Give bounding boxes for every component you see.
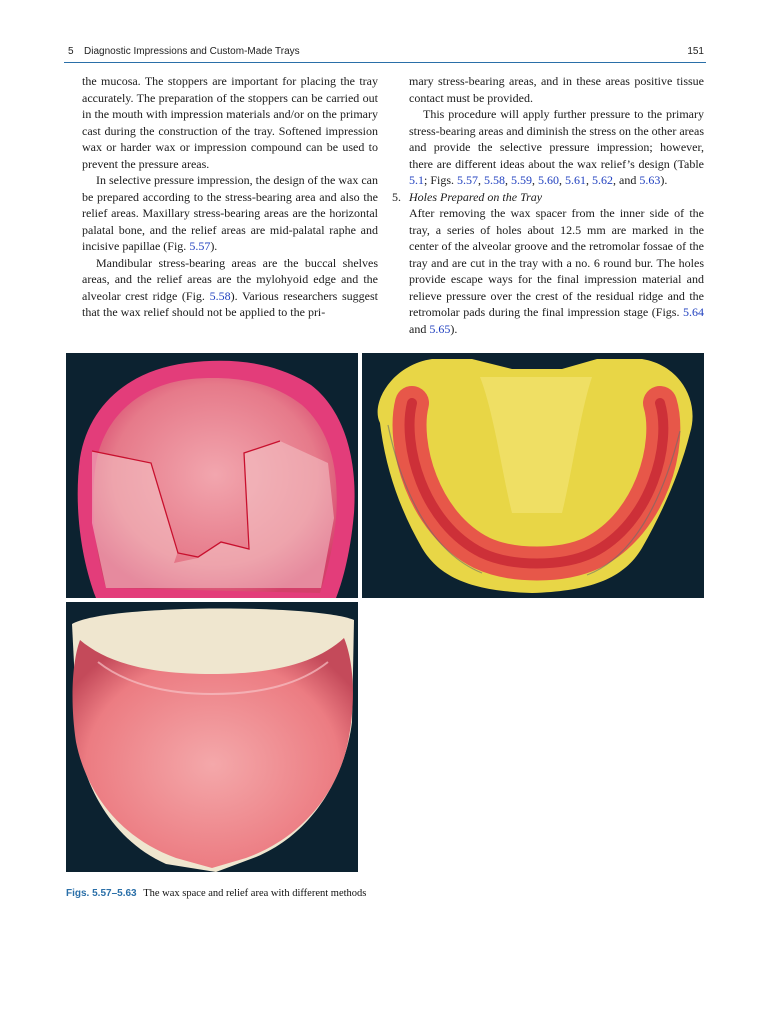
chapter-number: 5 <box>68 46 74 57</box>
figure-link[interactable]: 5.57 <box>189 239 211 253</box>
figure-link[interactable]: 5.58 <box>209 288 231 303</box>
table-link[interactable]: 5.1 <box>409 173 424 187</box>
maxillary-tray-illustration <box>66 353 358 598</box>
caption-text: The wax space and relief area with different methods <box>143 888 367 899</box>
right-text-column <box>392 73 704 337</box>
list-number: 5. <box>392 189 401 204</box>
figure-mandibular-tray-photo <box>362 353 704 598</box>
numbered-list-item <box>392 189 704 338</box>
figure-wax-spacer-photo <box>66 602 358 872</box>
paragraph: In selective pressure impression, the design of the wax can be prepared according to the stress-bearing area and also the relief areas. Maxillary stress-bearing areas are the horizontal palatal bone, and the relief areas are mid-palatal raphe and incisive papillae (Fig. 5.57). <box>82 173 378 253</box>
wax-spacer-illustration <box>66 602 358 872</box>
figure-link[interactable]: 5.63 <box>639 173 661 187</box>
running-header <box>68 44 704 62</box>
figure-maxillary-tray-photo <box>66 353 358 598</box>
mandibular-tray-illustration <box>362 353 704 598</box>
paragraph: the mucosa. The stoppers are important for placing the tray accurately. The preparation of the stoppers can be carried out in the mouth with impression materials and/or on the primary cast during the construction of the tray. Softened impression wax or harder wax or impression compound can be used to prevent the pressure areas. <box>82 74 378 171</box>
page-number: 151 <box>687 46 704 57</box>
figure-link[interactable]: 5.64 <box>683 305 704 319</box>
paragraph: Mandibular stress-bearing areas are the buccal shelves areas, and the relief areas are the mylohyoid edge and the alveolar crest ridge (Fig. 5.58). Various researchers suggest that the wax relief should not be applied to the pri- <box>82 255 378 319</box>
figure-caption <box>66 888 706 899</box>
left-text-column <box>82 73 378 321</box>
figure-link[interactable]: 5.65 <box>429 321 451 336</box>
figure-link[interactable]: 5.57 <box>457 173 479 187</box>
chapter-title: Diagnostic Impressions and Custom-Made Trays <box>84 46 300 57</box>
caption-label: Figs. 5.57–5.63 <box>66 888 137 899</box>
figure-link[interactable]: 5.59 <box>511 173 533 187</box>
figure-link[interactable]: 5.58 <box>484 173 506 187</box>
header-rule <box>64 62 706 63</box>
figure-link[interactable]: 5.62 <box>592 173 614 187</box>
figure-link[interactable]: 5.61 <box>565 173 587 187</box>
paragraph: This procedure will apply further pressure to the primary stress-bearing areas and diminish the stress on the other areas and provide the selective pressure impression; however, there are different ideas about the wax relief’s design (Table 5.1; Figs. 5.57, 5.58, 5.59, 5.60, 5.61, 5.62, and 5.63). <box>409 107 704 187</box>
paragraph: After removing the wax spacer from the inner side of the tray, a series of holes about 12.5 mm are marked in the center of the alveolar groove and the retromolar fossae of the tray and are cut in the tray with a no. 6 round bur. The holes provide escape ways for the final impression material and relieve pressure over the crest of the residual ridge and the retromolar pads during the final impression stage (Figs. 5.64 and 5.65). <box>409 206 704 336</box>
figure-link[interactable]: 5.60 <box>538 173 560 187</box>
paragraph: mary stress-bearing areas, and in these areas positive tissue contact must be provided. <box>409 74 704 105</box>
list-heading: Holes Prepared on the Tray <box>409 189 543 204</box>
